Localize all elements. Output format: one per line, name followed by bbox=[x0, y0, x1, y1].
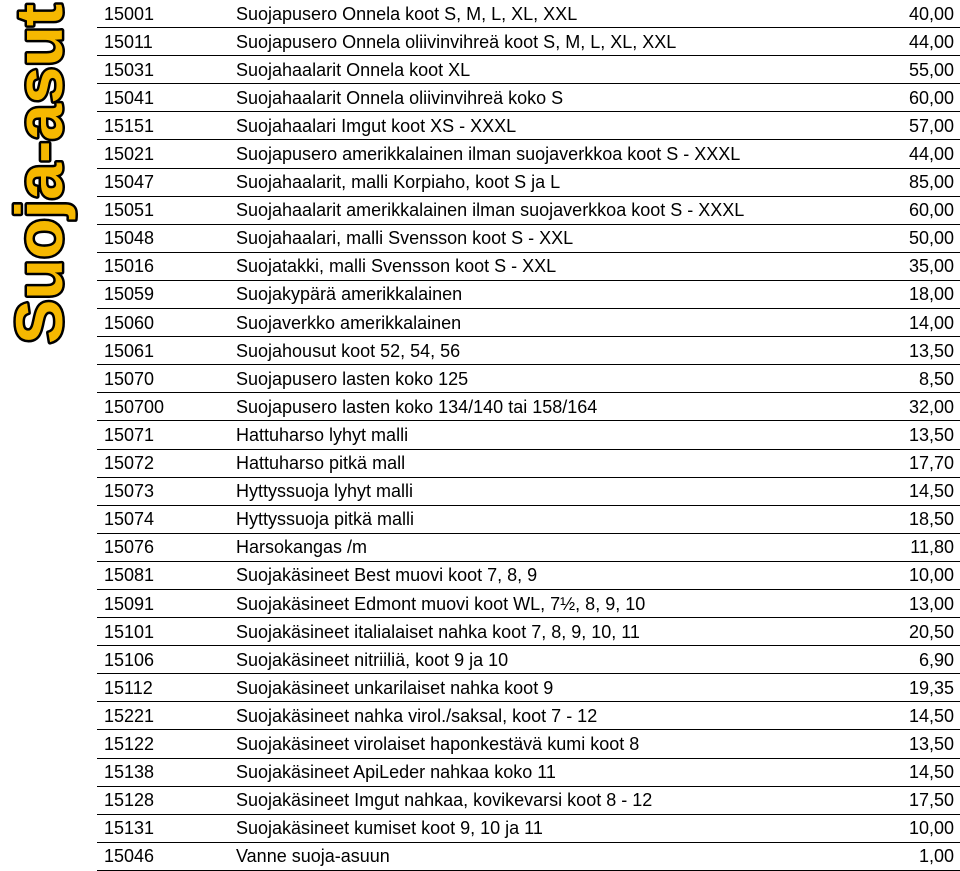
table-row bbox=[97, 786, 960, 814]
table-row bbox=[97, 28, 960, 56]
product-description: Suojapusero lasten koko 134/140 tai 158/164 bbox=[236, 393, 856, 421]
table-row bbox=[97, 280, 960, 308]
product-description: Suojakäsineet nitriiliä, koot 9 ja 10 bbox=[236, 646, 856, 674]
table-row bbox=[97, 309, 960, 337]
table-row bbox=[97, 56, 960, 84]
product-code: 15031 bbox=[97, 56, 236, 84]
product-code: 15221 bbox=[97, 702, 236, 730]
table-row bbox=[97, 618, 960, 646]
product-price: 18,00 bbox=[856, 280, 960, 308]
product-price: 13,50 bbox=[856, 337, 960, 365]
product-code: 15122 bbox=[97, 730, 236, 758]
product-description: Hyttyssuoja pitkä malli bbox=[236, 505, 856, 533]
product-code: 15016 bbox=[97, 252, 236, 280]
table-row bbox=[97, 365, 960, 393]
product-description: Suojakäsineet nahka virol./saksal, koot 7 - 12 bbox=[236, 702, 856, 730]
product-price: 17,70 bbox=[856, 449, 960, 477]
product-price: 50,00 bbox=[856, 224, 960, 252]
product-code: 15021 bbox=[97, 140, 236, 168]
product-code: 15071 bbox=[97, 421, 236, 449]
table-row bbox=[97, 477, 960, 505]
product-code: 15001 bbox=[97, 0, 236, 28]
table-row bbox=[97, 421, 960, 449]
table-row bbox=[97, 168, 960, 196]
product-code: 15060 bbox=[97, 309, 236, 337]
product-description: Suojakäsineet Imgut nahkaa, kovikevarsi koot 8 - 12 bbox=[236, 786, 856, 814]
product-description: Suojapusero amerikkalainen ilman suojaverkkoa koot S - XXXL bbox=[236, 140, 856, 168]
table-row bbox=[97, 702, 960, 730]
product-description: Suojakäsineet kumiset koot 9, 10 ja 11 bbox=[236, 814, 856, 842]
table-row bbox=[97, 140, 960, 168]
product-price: 6,90 bbox=[856, 646, 960, 674]
product-description: Vanne suoja-asuun bbox=[236, 842, 856, 870]
table-row bbox=[97, 533, 960, 561]
product-description: Suojatakki, malli Svensson koot S - XXL bbox=[236, 252, 856, 280]
product-description: Suojakäsineet unkarilaiset nahka koot 9 bbox=[236, 674, 856, 702]
product-code: 15091 bbox=[97, 589, 236, 617]
product-code: 15046 bbox=[97, 842, 236, 870]
product-price: 17,50 bbox=[856, 786, 960, 814]
table-row bbox=[97, 589, 960, 617]
product-code: 15074 bbox=[97, 505, 236, 533]
product-price: 14,50 bbox=[856, 758, 960, 786]
product-code: 15112 bbox=[97, 674, 236, 702]
product-price: 32,00 bbox=[856, 393, 960, 421]
product-price: 8,50 bbox=[856, 365, 960, 393]
product-price: 18,50 bbox=[856, 505, 960, 533]
product-code: 15048 bbox=[97, 224, 236, 252]
product-description: Suojakäsineet italialaiset nahka koot 7, 8, 9, 10, 11 bbox=[236, 618, 856, 646]
table-row bbox=[97, 196, 960, 224]
product-price: 44,00 bbox=[856, 28, 960, 56]
product-code: 15047 bbox=[97, 168, 236, 196]
product-description: Suojahaalarit amerikkalainen ilman suojaverkkoa koot S - XXXL bbox=[236, 196, 856, 224]
product-code: 15041 bbox=[97, 84, 236, 112]
product-description: Suojakäsineet ApiLeder nahkaa koko 11 bbox=[236, 758, 856, 786]
product-code: 15131 bbox=[97, 814, 236, 842]
side-title-text: Suoja-asut bbox=[2, 6, 76, 344]
product-code: 15059 bbox=[97, 280, 236, 308]
product-code: 15073 bbox=[97, 477, 236, 505]
product-price: 13,50 bbox=[856, 421, 960, 449]
price-list-body bbox=[97, 0, 960, 870]
product-price: 55,00 bbox=[856, 56, 960, 84]
product-code: 15128 bbox=[97, 786, 236, 814]
product-description: Suojakypärä amerikkalainen bbox=[236, 280, 856, 308]
table-row bbox=[97, 84, 960, 112]
table-row bbox=[97, 505, 960, 533]
product-price: 1,00 bbox=[856, 842, 960, 870]
product-description: Suojahaalarit Onnela koot XL bbox=[236, 56, 856, 84]
product-description: Suojaverkko amerikkalainen bbox=[236, 309, 856, 337]
table-row bbox=[97, 814, 960, 842]
product-description: Harsokangas /m bbox=[236, 533, 856, 561]
product-description: Suojahaalarit, malli Korpiaho, koot S ja L bbox=[236, 168, 856, 196]
product-price: 35,00 bbox=[856, 252, 960, 280]
product-description: Suojapusero lasten koko 125 bbox=[236, 365, 856, 393]
product-price: 44,00 bbox=[856, 140, 960, 168]
product-code: 15051 bbox=[97, 196, 236, 224]
product-code: 15101 bbox=[97, 618, 236, 646]
product-price: 19,35 bbox=[856, 674, 960, 702]
table-row bbox=[97, 224, 960, 252]
product-price: 60,00 bbox=[856, 196, 960, 224]
product-code: 15106 bbox=[97, 646, 236, 674]
table-row bbox=[97, 561, 960, 589]
product-description: Suojakäsineet Edmont muovi koot WL, 7½, 8, 9, 10 bbox=[236, 589, 856, 617]
product-description: Hattuharso pitkä mall bbox=[236, 449, 856, 477]
product-price: 13,50 bbox=[856, 730, 960, 758]
product-price: 57,00 bbox=[856, 112, 960, 140]
product-price: 10,00 bbox=[856, 814, 960, 842]
product-code: 15081 bbox=[97, 561, 236, 589]
table-row bbox=[97, 449, 960, 477]
product-price: 85,00 bbox=[856, 168, 960, 196]
price-list-table bbox=[97, 0, 960, 871]
product-price: 40,00 bbox=[856, 0, 960, 28]
product-description: Suojahaalari, malli Svensson koot S - XXL bbox=[236, 224, 856, 252]
table-row bbox=[97, 337, 960, 365]
product-description: Suojahaalarit Onnela oliivinvihreä koko S bbox=[236, 84, 856, 112]
table-row bbox=[97, 730, 960, 758]
product-price: 60,00 bbox=[856, 84, 960, 112]
table-row bbox=[97, 646, 960, 674]
side-title bbox=[0, 0, 90, 350]
product-code: 15076 bbox=[97, 533, 236, 561]
product-code: 150700 bbox=[97, 393, 236, 421]
product-description: Suojapusero Onnela koot S, M, L, XL, XXL bbox=[236, 0, 856, 28]
product-description: Suojapusero Onnela oliivinvihreä koot S, M, L, XL, XXL bbox=[236, 28, 856, 56]
product-code: 15061 bbox=[97, 337, 236, 365]
product-description: Hattuharso lyhyt malli bbox=[236, 421, 856, 449]
table-row bbox=[97, 252, 960, 280]
table-row bbox=[97, 0, 960, 28]
table-row bbox=[97, 842, 960, 870]
product-price: 11,80 bbox=[856, 533, 960, 561]
table-row bbox=[97, 758, 960, 786]
product-code: 15011 bbox=[97, 28, 236, 56]
product-code: 15070 bbox=[97, 365, 236, 393]
product-price: 14,00 bbox=[856, 309, 960, 337]
product-code: 15072 bbox=[97, 449, 236, 477]
product-description: Suojakäsineet Best muovi koot 7, 8, 9 bbox=[236, 561, 856, 589]
product-description: Suojahousut koot 52, 54, 56 bbox=[236, 337, 856, 365]
product-description: Suojakäsineet virolaiset haponkestävä kumi koot 8 bbox=[236, 730, 856, 758]
product-price: 20,50 bbox=[856, 618, 960, 646]
product-price: 14,50 bbox=[856, 477, 960, 505]
product-price: 14,50 bbox=[856, 702, 960, 730]
table-row bbox=[97, 674, 960, 702]
table-row bbox=[97, 393, 960, 421]
product-code: 15151 bbox=[97, 112, 236, 140]
product-price: 13,00 bbox=[856, 589, 960, 617]
product-code: 15138 bbox=[97, 758, 236, 786]
product-price: 10,00 bbox=[856, 561, 960, 589]
table-row bbox=[97, 112, 960, 140]
product-description: Suojahaalari Imgut koot XS - XXXL bbox=[236, 112, 856, 140]
product-description: Hyttyssuoja lyhyt malli bbox=[236, 477, 856, 505]
side-title-graphic bbox=[0, 0, 90, 350]
